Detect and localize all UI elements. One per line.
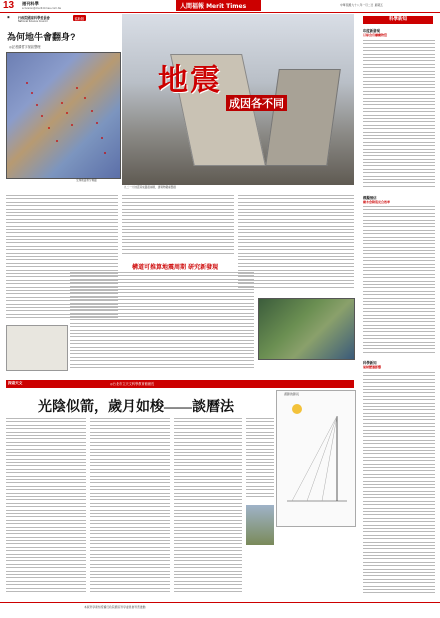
explore-banner	[6, 380, 354, 388]
right-item-2-subtitle: 樹木會降低光合效率	[363, 200, 391, 204]
right-item-1-subtitle: 月球含有礦藏物質	[363, 33, 388, 37]
map-caption: 全球地震帶分佈圖	[76, 179, 97, 182]
calendar-body-col4	[246, 418, 274, 502]
gnomon-photo	[246, 505, 274, 545]
calendar-body-col2	[90, 418, 170, 598]
calendar-body-col1	[6, 418, 86, 598]
right-item-1	[363, 28, 435, 37]
org-name: 行政院國家科學委員會	[18, 16, 50, 20]
right-item-3-subtitle: 氣候變遷影響	[363, 365, 382, 369]
mid-headline: 構道可推算地震周期 研究新發現	[132, 264, 219, 271]
right-item-3-body	[363, 372, 435, 597]
sundial-diagram	[276, 390, 356, 527]
photo-caption: 九二一大地震造成路面崩塌，建築物嚴重毀損	[124, 186, 176, 189]
nsc-logo-icon: ◉	[7, 15, 10, 19]
explore-credit: ◎台北市立天文科學教育館館長	[110, 382, 155, 386]
tilted-building-image	[265, 69, 341, 166]
sundial-label: 畫影的影長	[284, 392, 300, 396]
right-item-2-body	[363, 206, 435, 356]
right-item-3	[363, 360, 435, 369]
right-item-2	[363, 195, 435, 204]
world-seismic-map	[6, 52, 121, 179]
gnomon-shadow-icon	[277, 391, 355, 526]
calendar-body-col3	[174, 418, 242, 598]
right-item-2-title: 模擬預估	[363, 196, 377, 200]
fault-drawing-image	[6, 325, 68, 371]
science-news-label: 科學新知	[363, 16, 433, 24]
feature-body-col2	[122, 195, 234, 257]
section-url: scivision@merit-times.com.tw	[22, 6, 62, 10]
feature-question: 為何地牛會翻身?	[7, 32, 76, 42]
feature-byline: ◎記者蘇哲宇採訪整理	[9, 45, 41, 49]
footer-text: 本版科學新知授權行政院國家科學委員會科普推動	[84, 605, 146, 609]
org-name-en: National Science Council	[18, 19, 48, 23]
dateline: 中華民國九十八年一月二日 星期五	[340, 3, 383, 7]
satellite-photo	[258, 298, 355, 360]
help-tag: 協助版	[74, 16, 85, 21]
page-number: 13	[3, 0, 15, 11]
feature-subtitle: 成因各不同	[226, 95, 287, 111]
explore-tag: 探索天文	[8, 381, 23, 385]
calendar-title: 光陰似箭，歲月如梭——談曆法	[38, 400, 234, 415]
feature-title: 地震	[158, 64, 222, 97]
feature-body-col3	[238, 195, 354, 293]
mid-body	[70, 272, 254, 372]
seismic-dots-icon	[7, 53, 120, 178]
newspaper-logo: 人間福報 Merit Times	[176, 0, 261, 11]
right-item-1-title: 印度新發現	[363, 29, 380, 33]
section-name: 週刊科學	[22, 1, 39, 6]
page-footer	[0, 602, 440, 618]
right-item-1-body	[363, 40, 435, 190]
right-item-3-title: 科學新知	[363, 361, 377, 365]
